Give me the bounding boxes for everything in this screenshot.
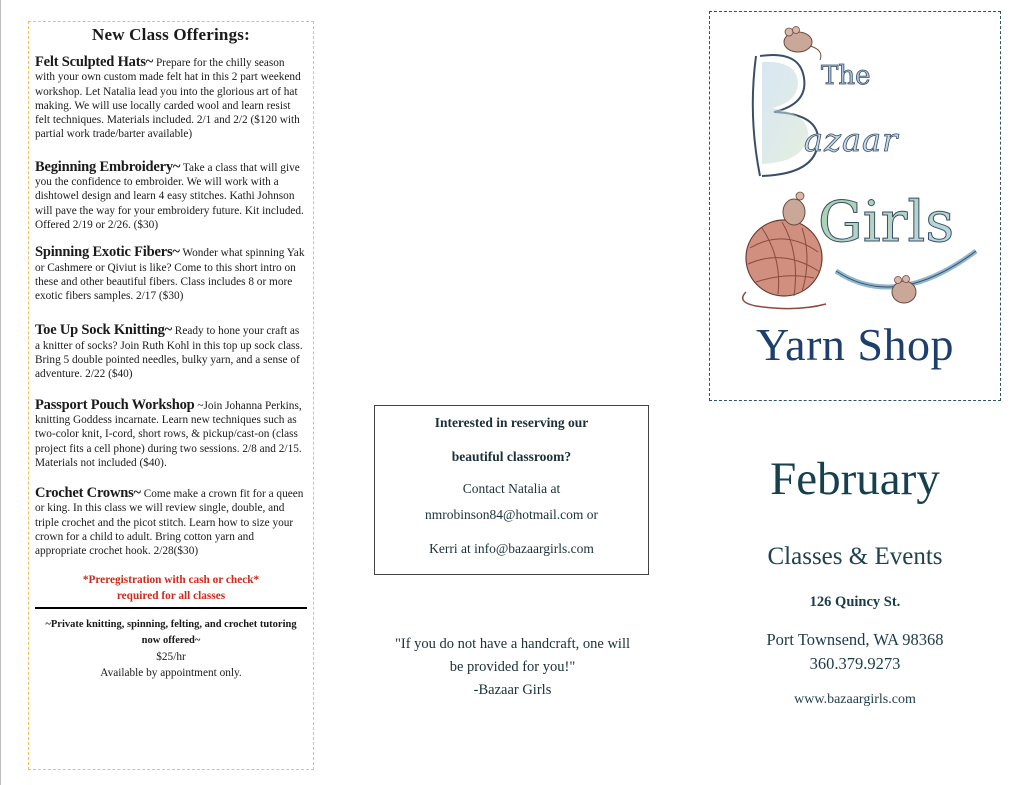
prereg-line-1: *Preregistration with cash or check* — [82, 573, 260, 586]
month-heading: February — [770, 453, 940, 505]
svg-text:azaar: azaar — [804, 121, 899, 159]
mouse-on-yarn-icon — [783, 192, 805, 225]
class-item — [35, 245, 307, 303]
class-offerings-title: New Class Offerings: — [92, 25, 250, 44]
bazaar-girls-logo — [726, 16, 988, 316]
yarn-ball-icon — [743, 220, 826, 309]
class-description: Come make a crown fit for a queen or king. In this class we will review single, double, and triple crochet and the picot stitch. Learn how to size your crown for a child to adult. Bring cotton yarn and appropriate crochet hook. 2/28($30) — [35, 488, 304, 558]
class-title: Toe Up Sock Knitting~ — [35, 322, 172, 339]
reserve-title-line-1: Interested in reserving our — [434, 415, 589, 430]
city-state-zip: Port Townsend, WA 98368 — [766, 630, 944, 649]
class-description: Prepare for the chilly season with your own custom made felt hat in this 2 part weekend workshop. Let Natalia lead you into the glorious art of hat making. We will use locally carded wool and learn resist felt techniques. Materials included. 2/1 and 2/2 ($120 with partial work trade/barter available) — [35, 57, 301, 141]
class-title: Spinning Exotic Fibers~ — [35, 244, 180, 261]
page-edge — [0, 0, 1, 785]
logo-word-girls: Girls — [818, 190, 955, 255]
logo-word-the: The — [821, 61, 871, 91]
street-address: 126 Quincy St. — [809, 594, 901, 610]
classroom-reservation-box — [374, 405, 649, 575]
divider — [35, 607, 307, 609]
class-description: Take a class that will give you the confidence to embroider. We will work with a dishtowel design and learn 4 easy stitches. Kathi Johnson will pave the way for your embroidery future. Kit included. Offered 2/19 or 2/26. ($30) — [35, 161, 304, 231]
shop-quote — [370, 633, 655, 702]
phone-number: 360.379.9273 — [809, 654, 901, 673]
class-title: Felt Sculpted Hats~ — [35, 54, 154, 70]
yarn-shop-title: Yarn Shop — [756, 319, 954, 370]
quote-line-2: be provided for you!" — [449, 659, 576, 675]
class-item — [35, 160, 307, 232]
preregistration-notice — [35, 572, 307, 604]
mouse-top-icon — [784, 27, 821, 61]
city-phone-block — [705, 628, 1005, 676]
reserve-title-line-2: beautiful classroom? — [451, 449, 572, 464]
logo-box — [709, 11, 1001, 401]
class-item — [35, 486, 307, 558]
class-title: Beginning Embroidery~ — [35, 158, 181, 175]
class-item — [35, 323, 307, 381]
class-title: Crochet Crowns~ — [35, 485, 141, 502]
website-link[interactable]: www.bazaargirls.com — [794, 692, 916, 707]
private-tutoring — [35, 617, 307, 681]
quote-attribution: -Bazaar Girls — [473, 682, 552, 698]
mouse-bottom-icon — [892, 276, 916, 304]
class-item — [35, 398, 307, 470]
class-description: ~Join Johanna Perkins, knitting Goddess incarnate. Learn new techniques such as two-color knit, I-cord, short rows, & pickup/cast-on (class project fits a cell phone) during two sessions. 2/8 and 2/15. Materials not included ($40). — [35, 399, 302, 469]
class-offerings-panel — [28, 21, 314, 770]
class-description: Ready to hone your craft as a knitter of socks? Join Ruth Kohl in this top up sock class. Bring 5 double pointed needles, bulky yarn, and a sense of adventure. 2/22 ($40) — [35, 325, 303, 381]
class-description: Wonder what spinning Yak or Cashmere or Qiviut is like? Come to this short intro on these and other beautiful fibers. Class includes 8 or more exotic fibers samples. 2/17 ($30) — [35, 247, 305, 303]
prereg-line-2: required for all classes — [116, 589, 226, 602]
classes-events-heading: Classes & Events — [767, 543, 943, 570]
reserve-email-kerri[interactable]: Kerri at info@bazaargirls.com — [429, 541, 594, 556]
private-tutoring-title: ~Private knitting, spinning, felting, and crochet tutoring now offered~ — [45, 618, 297, 646]
quote-line-1: "If you do not have a handcraft, one will — [394, 636, 631, 652]
class-item — [35, 55, 307, 142]
private-tutoring-note: Available by appointment only. — [100, 666, 242, 679]
class-title: Passport Pouch Workshop — [35, 396, 195, 413]
private-tutoring-price: $25/hr — [156, 650, 186, 663]
reserve-email-natalia[interactable]: nmrobinson84@hotmail.com or — [425, 507, 598, 522]
reserve-contact-line: Contact Natalia at — [462, 481, 561, 496]
